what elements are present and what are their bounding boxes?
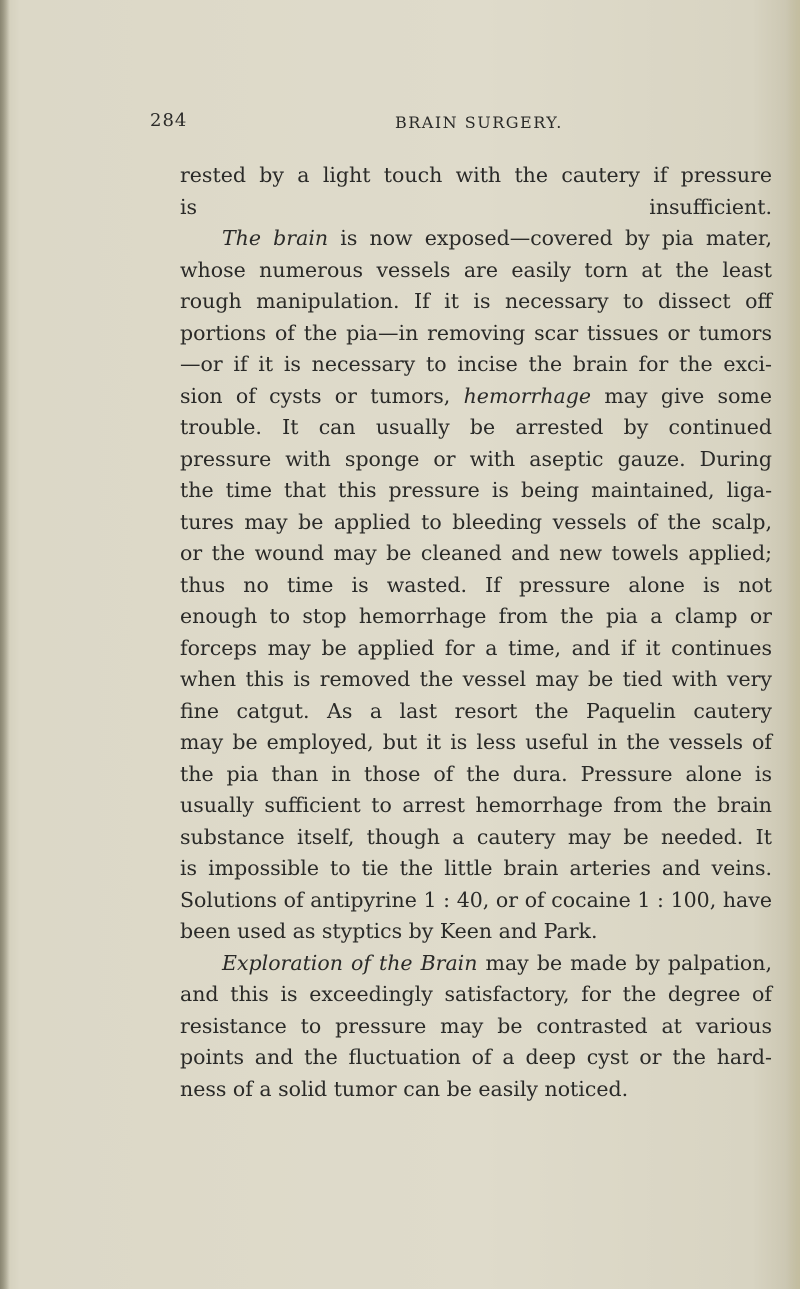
text-fragment: whose numerous vessels are easily torn at the least [180, 257, 772, 282]
text-fragment: enough to stop hemorrhage from the pia a clamp or [180, 604, 772, 628]
text-fragment: pressure with sponge or with aseptic gauze. During [180, 446, 772, 471]
text-line [180, 507, 772, 539]
text-fragment: sion of cysts or tumors, [180, 383, 464, 408]
text-fragment: the time that this pressure is being maintained, liga- [180, 478, 772, 502]
text-line [180, 1042, 772, 1074]
text-fragment: thus no time is wasted. If pressure alone is not [180, 572, 772, 597]
text-line [180, 570, 772, 602]
text-line [180, 255, 772, 287]
text-fragment: ness of a solid tumor can be easily noticed. [180, 1076, 629, 1101]
text-fragment: or the wound may be cleaned and new towels applied; [180, 541, 772, 565]
text-fragment: and this is exceedingly satisfactory, for the degree of [180, 982, 772, 1006]
text-line [180, 412, 772, 444]
page-number: 284 [150, 110, 188, 131]
text-line [180, 885, 772, 917]
text-fragment: is insufficient. [180, 194, 772, 219]
text-line [180, 192, 772, 224]
text-fragment: tures may be applied to bleeding vessels of the scalp, [180, 509, 772, 534]
text-line [180, 160, 772, 192]
text-line [180, 601, 772, 633]
text-line [180, 853, 772, 885]
text-fragment: may be made by palpation, [477, 950, 772, 975]
body-text [180, 160, 772, 1105]
text-line [180, 286, 772, 318]
text-fragment: portions of the pia—in removing scar tissues or tumors [180, 320, 772, 345]
text-line [180, 822, 772, 854]
text-fragment: the pia than in those of the dura. Pressure alone is [180, 761, 772, 786]
text-fragment: may give some [591, 383, 772, 408]
text-fragment: fine catgut. As a last resort the Paquelin cautery [180, 698, 772, 723]
text-fragment: resistance to pressure may be contrasted at various [180, 1013, 772, 1038]
text-line [180, 696, 772, 728]
text-fragment: is impossible to tie the little brain arteries and veins. [180, 856, 772, 880]
text-fragment: rough manipulation. If it is necessary to dissect off [180, 289, 772, 313]
text-fragment: when this is removed the vessel may be tied with very [180, 667, 772, 691]
running-head: BRAIN SURGERY. [395, 113, 563, 132]
text-line [180, 790, 772, 822]
text-line [180, 664, 772, 696]
text-line [180, 979, 772, 1011]
text-line [180, 349, 772, 381]
text-line [180, 633, 772, 665]
text-line [180, 538, 772, 570]
text-fragment: usually sufficient to arrest hemorrhage from the brain [180, 793, 772, 817]
text-fragment: rested by a light touch with the cautery if pressure [180, 163, 772, 187]
page-header [150, 110, 770, 140]
text-line [180, 759, 772, 791]
text-line [180, 1011, 772, 1043]
text-line [180, 223, 772, 255]
italic-phrase: hemorrhage [463, 383, 592, 408]
text-fragment: forceps may be applied for a time, and if it continues [180, 635, 772, 660]
text-fragment: —or if it is necessary to incise the brain for the exci- [180, 352, 772, 376]
text-line [180, 727, 772, 759]
text-line [180, 475, 772, 507]
text-fragment: substance itself, though a cautery may be needed. It [180, 824, 772, 849]
text-line [180, 916, 772, 948]
text-fragment: may be employed, but it is less useful in the vessels of [180, 730, 772, 754]
text-line [180, 381, 772, 413]
text-line [180, 318, 772, 350]
text-line [180, 444, 772, 476]
italic-phrase: Exploration of the Brain [222, 950, 478, 975]
binding-shadow [0, 0, 10, 1289]
italic-phrase: The brain [222, 226, 329, 250]
page-edge-shadow [786, 0, 800, 1289]
text-fragment: is now exposed—covered by pia mater, [328, 226, 772, 250]
text-fragment: trouble. It can usually be arrested by continued [180, 415, 772, 439]
text-line [180, 1074, 772, 1106]
text-fragment: points and the fluctuation of a deep cyst or the hard- [180, 1045, 772, 1069]
text-fragment: been used as styptics by Keen and Park. [180, 919, 598, 943]
text-fragment: Solutions of antipyrine 1 : 40, or of cocaine 1 : 100, have [180, 887, 772, 912]
text-line [180, 948, 772, 980]
